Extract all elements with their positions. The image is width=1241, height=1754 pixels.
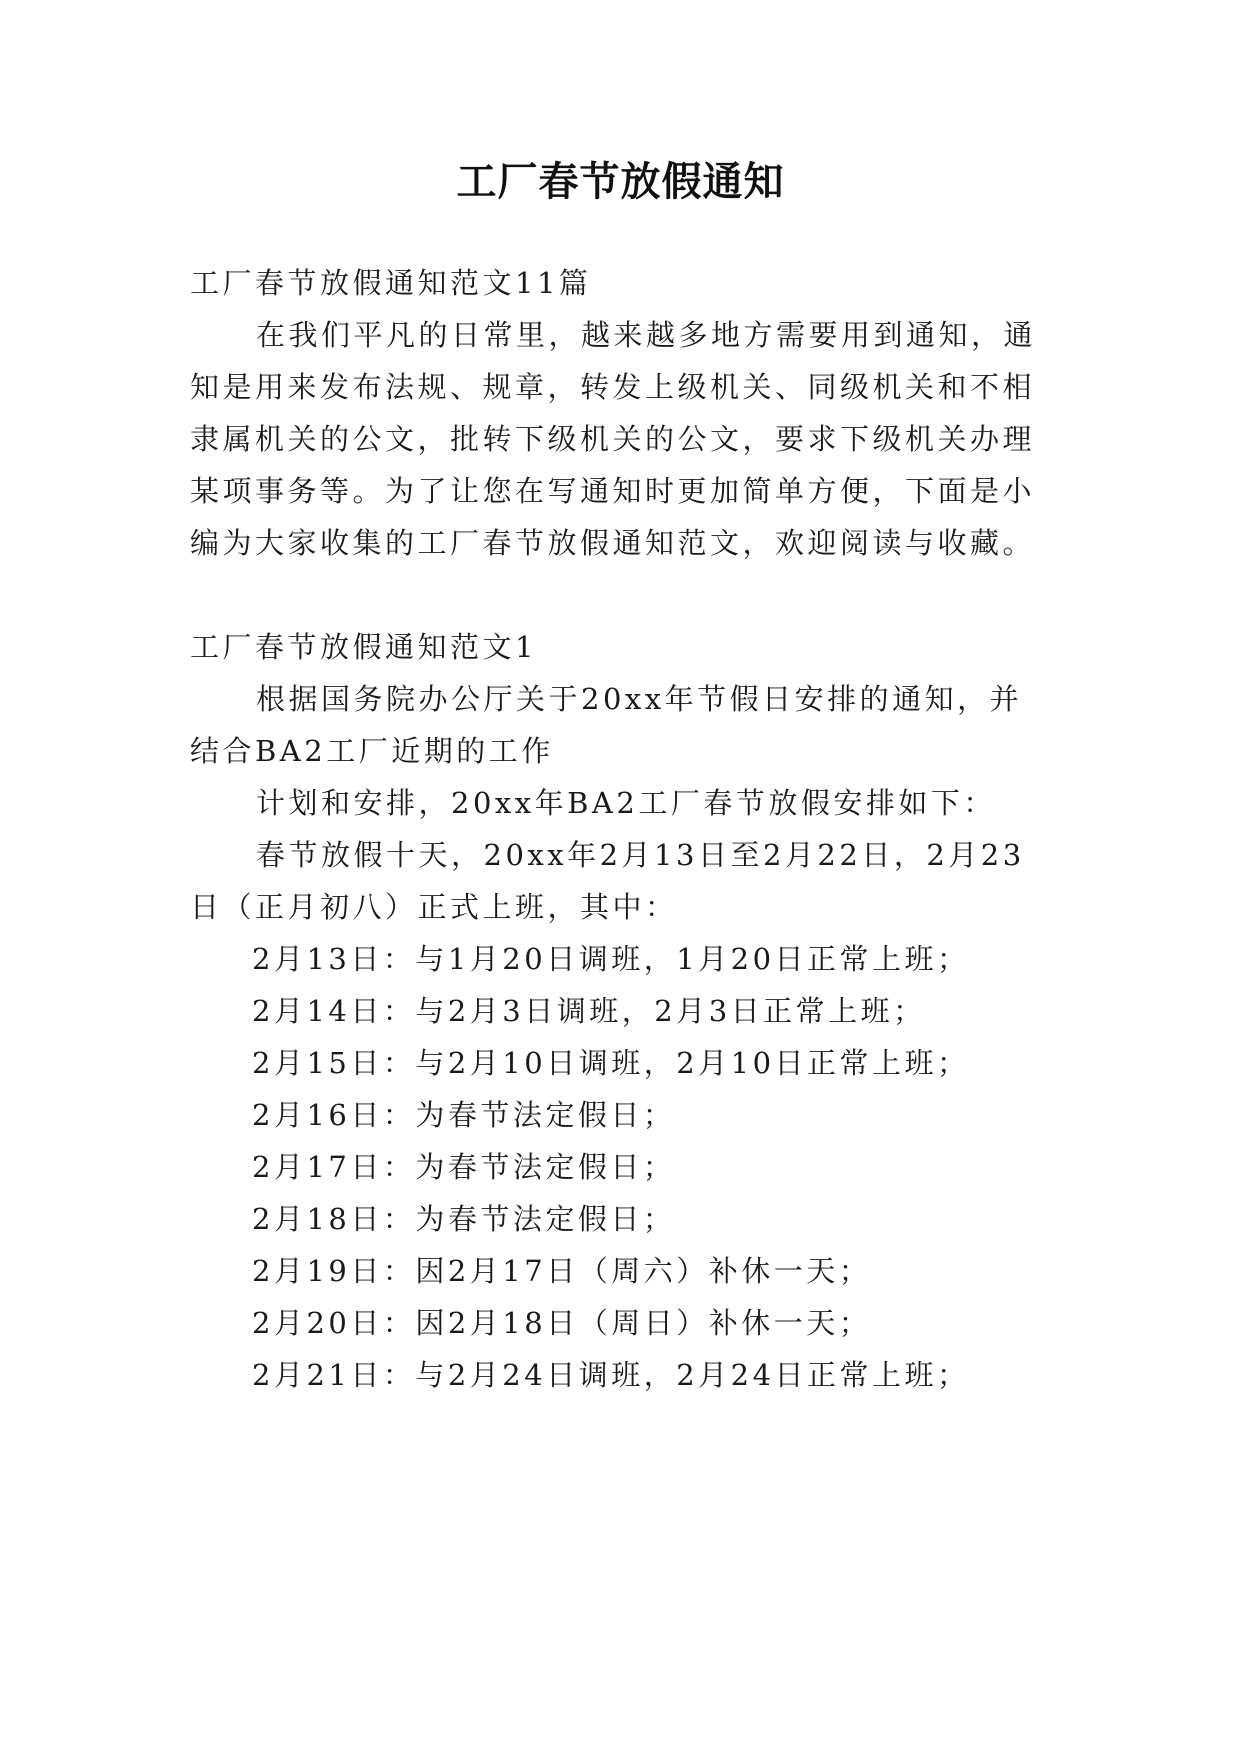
document-title: 工厂春节放假通知 [456, 158, 785, 205]
intro-line: 知是用来发布法规、规章，转发上级机关、同级机关和不相 [190, 370, 1036, 404]
intro-line: 隶属机关的公文，批转下级机关的公文，要求下级机关办理 [190, 422, 1036, 456]
schedule-item: 2月21日：与2月24日调班，2月24日正常上班； [252, 1358, 970, 1392]
schedule-item: 2月18日：为春节法定假日； [252, 1202, 676, 1236]
schedule-item: 2月15日：与2月10日调班，2月10日正常上班； [252, 1046, 970, 1080]
section-body-line: 春节放假十天，20xx年2月13日至2月22日，2月23 [256, 838, 1025, 872]
schedule-item: 2月20日：因2月18日（周日）补休一天； [252, 1306, 872, 1340]
schedule-item: 2月17日：为春节法定假日； [252, 1150, 676, 1184]
intro-line: 编为大家收集的工厂春节放假通知范文，欢迎阅读与收藏。 [190, 526, 1036, 560]
schedule-item: 2月16日：为春节法定假日； [252, 1098, 676, 1132]
section-body-line: 日（正月初八）正式上班，其中： [190, 890, 678, 924]
schedule-item: 2月19日：因2月17日（周六）补休一天； [252, 1254, 872, 1288]
section-body-line: 根据国务院办公厅关于20xx年节假日安排的通知，并 [256, 682, 1023, 716]
schedule-item: 2月14日：与2月3日调班，2月3日正常上班； [252, 994, 926, 1028]
intro-line: 某项事务等。为了让您在写通知时更加简单方便，下面是小 [190, 474, 1036, 508]
document-subtitle: 工厂春节放假通知范文11篇 [190, 266, 592, 300]
section-body-line: 计划和安排，20xx年BA2工厂春节放假安排如下： [256, 786, 996, 820]
intro-line: 在我们平凡的日常里，越来越多地方需要用到通知，通 [256, 318, 1037, 352]
section-heading: 工厂春节放假通知范文1 [190, 630, 537, 664]
schedule-item: 2月13日：与1月20日调班，1月20日正常上班； [252, 942, 970, 976]
section-body-line: 结合BA2工厂近期的工作 [190, 734, 554, 768]
